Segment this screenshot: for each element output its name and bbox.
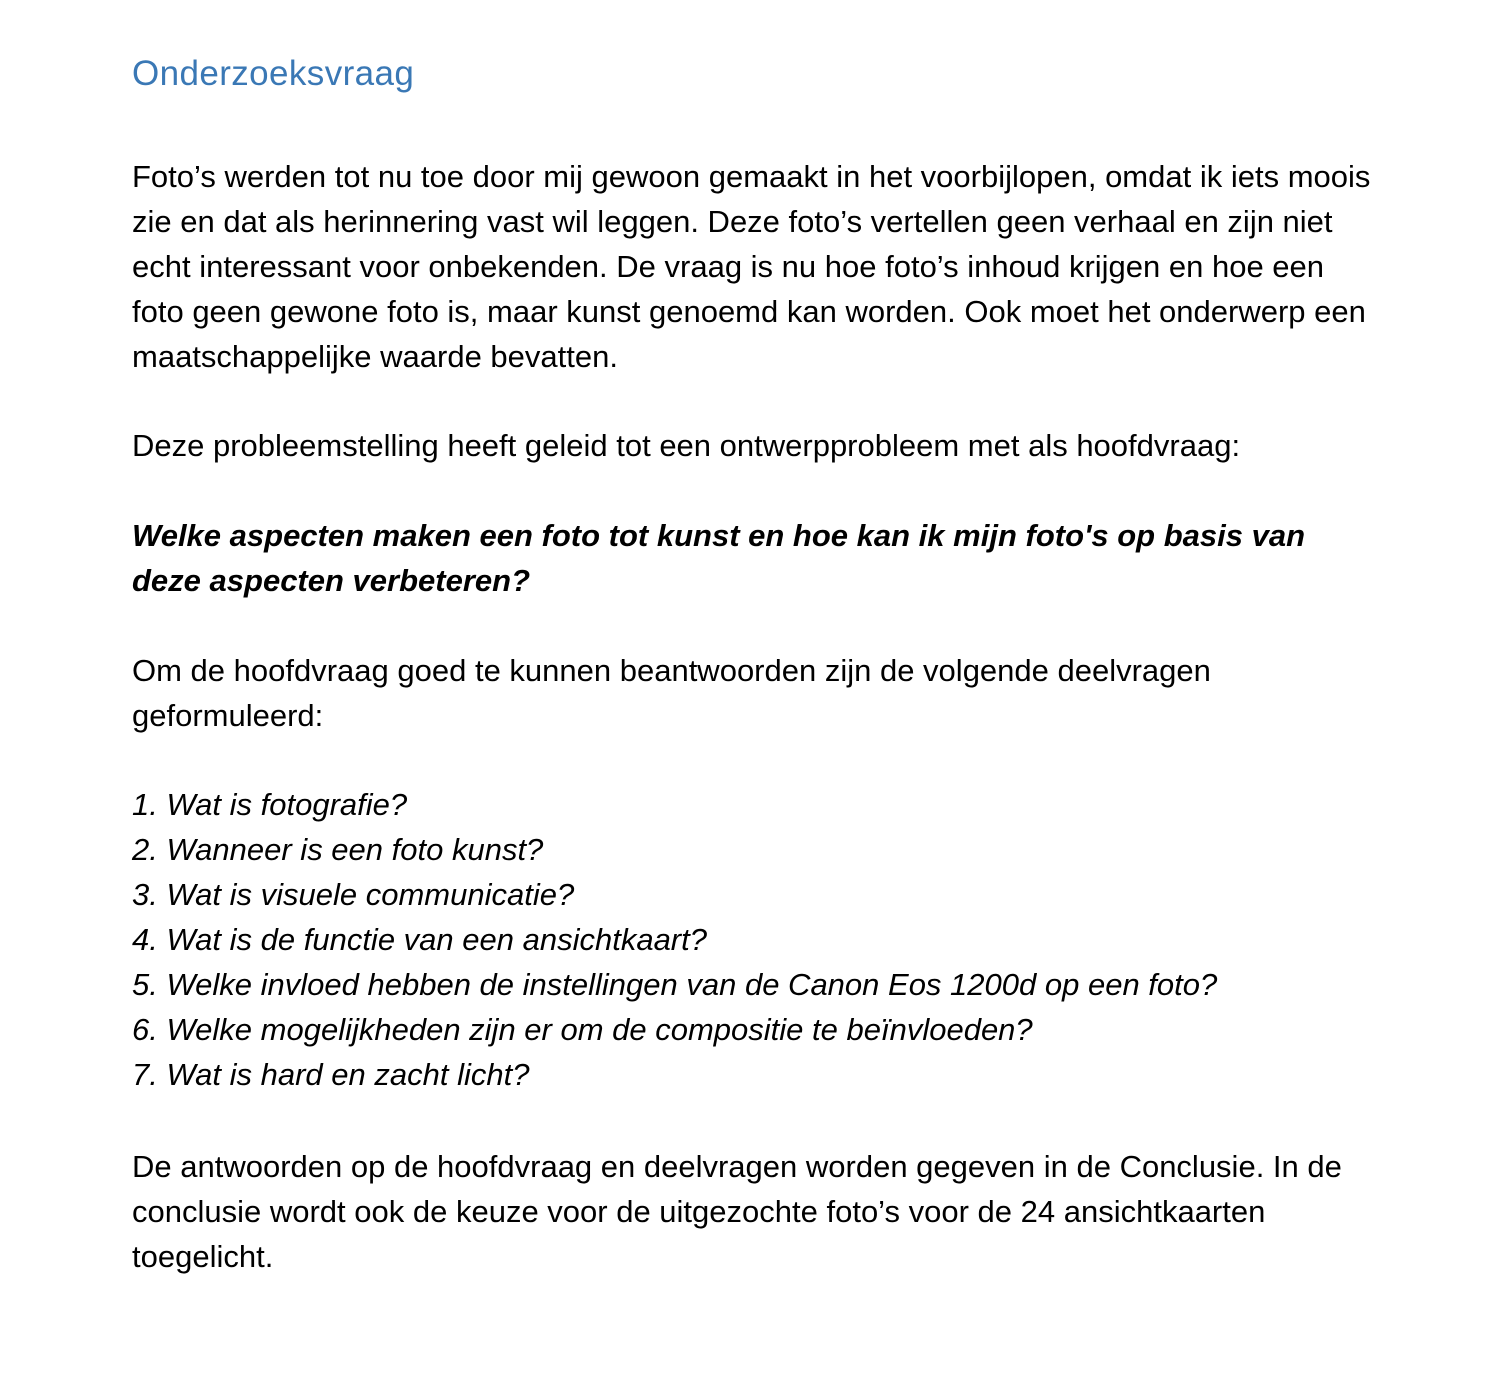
subquestion-item: 1. Wat is fotografie? (132, 787, 408, 822)
subquestions-intro-paragraph: Om de hoofdvraag goed te kunnen beantwoorden zijn de volgende deelvragen geformuleerd: (132, 653, 1211, 733)
subquestion-item: 5. Welke invloed hebben de instellingen van de Canon Eos 1200d op een foto? (132, 967, 1218, 1002)
subquestion-item: 7. Wat is hard en zacht licht? (132, 1057, 530, 1092)
subquestion-item: 3. Wat is visuele communicatie? (132, 877, 575, 912)
main-question: Welke aspecten maken een foto tot kunst en hoe kan ik mijn foto's op basis van deze aspecten verbeteren? (132, 518, 1306, 598)
conclusion-paragraph: De antwoorden op de hoofdvraag en deelvragen worden gegeven in de Conclusie. In de conclusie wordt ook de keuze voor de uitgezochte foto’s voor de 24 ansichtkaarten toegelicht. (132, 1149, 1342, 1274)
problem-statement-paragraph: Deze probleemstelling heeft geleid tot een ontwerpprobleem met als hoofdvraag: (132, 428, 1241, 463)
subquestions-list (132, 782, 1382, 1097)
subquestion-item: 2. Wanneer is een foto kunst? (132, 832, 544, 867)
section-heading: Onderzoeksvraag (132, 54, 415, 93)
subquestion-item: 4. Wat is de functie van een ansichtkaart? (132, 922, 707, 957)
document-page (132, 50, 1382, 1274)
subquestion-item: 6. Welke mogelijkheden zijn er om de compositie te beïnvloeden? (132, 1012, 1033, 1047)
intro-paragraph: Foto’s werden tot nu toe door mij gewoon gemaakt in het voorbijlopen, omdat ik iets moois zie en dat als herinnering vast wil leggen. Deze foto’s vertellen geen verhaal en zijn niet echt interessant voor onbekenden. De vraag is nu hoe foto’s inhoud krijgen en hoe een foto geen gewone foto is, maar kunst genoemd kan worden. Ook moet het onderwerp een maatschappelijke waarde bevatten. (132, 159, 1371, 374)
